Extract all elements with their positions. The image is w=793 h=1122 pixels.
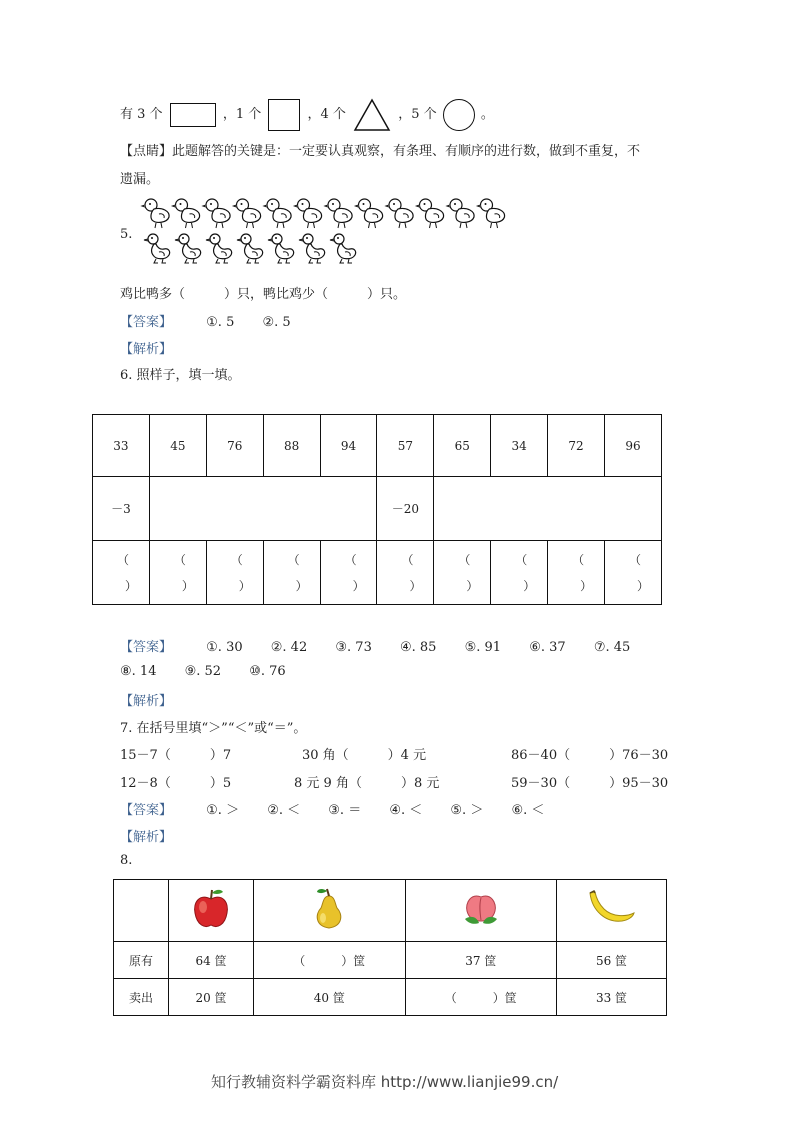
question-8-table [113, 879, 667, 1016]
fruit-cell [254, 880, 405, 942]
table-cell: 45 [149, 415, 206, 477]
answer-item: ⑤. 91 [464, 640, 502, 655]
comparison-item: 15－7（ ）7 [120, 748, 232, 763]
answer-item: ①. ＞ [206, 803, 240, 818]
table-cell: （ ）筐 [254, 942, 405, 979]
chicken-icon [386, 199, 413, 228]
comparison-item: 8 元 9 角（ ）8 元 [294, 776, 440, 791]
blank-answer-cell[interactable] [434, 541, 491, 605]
blank-close-paren: ） [295, 578, 308, 593]
blank-close-paren: ） [466, 578, 479, 593]
blank-open-paren: （ [629, 552, 642, 567]
answer-label: 【答案】 [120, 803, 173, 818]
shape-text-5: 。 [480, 107, 494, 122]
blank-open-paren: （ [515, 552, 528, 567]
table-cell: 37 筐 [405, 942, 556, 979]
fruit-cell [557, 880, 667, 942]
row-label: 原有 [114, 942, 169, 979]
chicken-icon [417, 199, 444, 228]
answer-item: ②. 42 [270, 640, 308, 655]
rectangle-shape [170, 103, 216, 127]
footer-watermark: 知行教辅资料学霸资料库 http://www.lianjie99.cn/ [211, 1073, 559, 1091]
row-label: 卖出 [114, 979, 169, 1016]
comparison-item: 30 角（ ）4 元 [302, 748, 427, 763]
chicken-row [142, 199, 505, 228]
duck-icon [268, 234, 294, 263]
answer-item: ①. 30 [206, 640, 243, 655]
answer-item: ⑤. ＞ [450, 803, 484, 818]
answer-item: ④. ＜ [389, 803, 423, 818]
answer-item: ③. 73 [335, 640, 372, 655]
shape-text-3: ，4 个 [307, 107, 346, 122]
tip-paragraph [120, 140, 640, 159]
fruit-cell [405, 880, 556, 942]
blank-open-paren: （ [458, 552, 471, 567]
empty-cell [149, 477, 377, 541]
chicken-icon [356, 199, 383, 228]
operation-cell: －20 [377, 477, 434, 541]
blank-open-paren: （ [572, 552, 585, 567]
blank-close-paren: ） [637, 578, 650, 593]
question-6-table [92, 414, 662, 605]
table-cell: 33 [93, 415, 150, 477]
blank-answer-cell[interactable] [149, 541, 206, 605]
duck-icon [330, 234, 356, 263]
square-shape [268, 99, 300, 131]
answer-item: ①. 5 [206, 315, 235, 330]
duck-icon [206, 234, 232, 263]
answer-item: ⑨. 52 [184, 664, 222, 679]
table-row-original [114, 942, 667, 979]
question-8-number: 8. [120, 853, 133, 868]
blank-close-paren: ） [580, 578, 593, 593]
chicken-icon [295, 199, 322, 228]
table-row-operations [93, 477, 662, 541]
blank-answer-cell[interactable] [93, 541, 150, 605]
blank-answer-cell[interactable] [605, 541, 662, 605]
blank-answer-cell[interactable] [548, 541, 605, 605]
blank-answer-cell[interactable] [377, 541, 434, 605]
blank-answer-cell[interactable] [263, 541, 320, 605]
table-cell: 76 [206, 415, 263, 477]
chickens-ducks-figure [140, 195, 520, 270]
chicken-icon [142, 199, 169, 228]
duck-icon [144, 234, 170, 263]
answer-item: ⑥. ＜ [511, 803, 545, 818]
question-5-answer [120, 311, 315, 330]
question-6-answer [120, 636, 630, 655]
answer-item: ⑧. 14 [120, 664, 157, 679]
peach-icon [459, 889, 503, 929]
blank-open-paren: （ [344, 552, 357, 567]
answer-item: ⑥. 37 [529, 640, 566, 655]
fruit-cell [169, 880, 254, 942]
table-cell: 33 筐 [557, 979, 667, 1016]
blank-open-paren: （ [117, 552, 130, 567]
banana-icon [586, 889, 638, 929]
chicken-icon [173, 199, 200, 228]
blank-answer-cell[interactable] [206, 541, 263, 605]
duck-icon [299, 234, 325, 263]
chicken-icon [325, 199, 352, 228]
answer-item: ④. 85 [399, 640, 437, 655]
blank-close-paren: ） [409, 578, 422, 593]
shape-text-4: ，5 个 [398, 107, 437, 122]
shape-text-2: ，1 个 [222, 107, 262, 122]
tip-text: 此题解答的关键是：一定要认真观察，有条理、有顺序的进行数，做到不重复，不 [172, 144, 641, 159]
chicken-icon [234, 199, 261, 228]
comparison-item: 12－8（ ）5 [120, 776, 232, 791]
answer-item: ⑦. 45 [593, 640, 631, 655]
chicken-icon [203, 199, 230, 228]
table-cell: 96 [605, 415, 662, 477]
answer-item: ⑩. 76 [249, 664, 286, 679]
table-row-sold [114, 979, 667, 1016]
triangle-shape [353, 98, 391, 132]
table-cell: 65 [434, 415, 491, 477]
question-6-title: 6. 照样子，填一填。 [120, 368, 241, 383]
tip-paragraph-cont: 遗漏。 [120, 172, 160, 187]
blank-open-paren: （ [287, 552, 300, 567]
table-cell: 56 筐 [557, 942, 667, 979]
table-cell: 57 [377, 415, 434, 477]
answer-item: ②. ＜ [267, 803, 301, 818]
table-row-blanks [93, 541, 662, 605]
tip-label: 【点睛】 [120, 144, 173, 159]
table-cell: 64 筐 [169, 942, 254, 979]
table-row-fruits [114, 880, 667, 942]
blank-open-paren: （ [401, 552, 414, 567]
blank-open-paren: （ [230, 552, 243, 567]
circle-shape [443, 99, 475, 131]
table-cell: 34 [491, 415, 548, 477]
comparison-item: 86－40（ ）76－30 [511, 748, 669, 763]
pear-icon [309, 886, 349, 932]
duck-icon [175, 234, 201, 263]
empty-cell [434, 477, 662, 541]
blank-answer-cell[interactable] [491, 541, 548, 605]
corner-cell [114, 880, 169, 942]
table-cell: 40 筐 [254, 979, 405, 1016]
answer-label: 【答案】 [120, 640, 173, 655]
question-6-answer-cont [120, 664, 310, 679]
blank-close-paren: ） [523, 578, 536, 593]
table-cell: 88 [263, 415, 320, 477]
answer-item: ③. ＝ [328, 803, 362, 818]
duck-icon [237, 234, 263, 263]
blank-close-paren: ） [125, 578, 138, 593]
table-row-numbers [93, 415, 662, 477]
table-cell: 72 [548, 415, 605, 477]
answer-item: ②. 5 [262, 315, 291, 330]
duck-row [144, 234, 356, 263]
shape-count-line [120, 97, 494, 133]
shape-text-1: 有 3 个 [120, 107, 163, 122]
question-7-analysis: 【解析】 [120, 830, 173, 845]
blank-close-paren: ） [352, 578, 365, 593]
answer-label: 【答案】 [120, 315, 173, 330]
question-7-title: 7. 在括号里填“＞”“＜”或“＝”。 [120, 721, 307, 736]
apple-icon [191, 887, 231, 931]
blank-close-paren: ） [238, 578, 251, 593]
question-6-analysis: 【解析】 [120, 694, 173, 709]
operation-cell: －3 [93, 477, 150, 541]
blank-answer-cell[interactable] [320, 541, 377, 605]
chicken-icon [447, 199, 474, 228]
table-cell: 20 筐 [169, 979, 254, 1016]
table-cell: 94 [320, 415, 377, 477]
table-cell: （ ）筐 [405, 979, 556, 1016]
comparison-item: 59－30（ ）95－30 [511, 776, 669, 791]
question-5-text: 鸡比鸭多（ ）只，鸭比鸡少（ ）只。 [120, 287, 407, 302]
question-5-analysis: 【解析】 [120, 342, 173, 357]
chicken-icon [264, 199, 291, 228]
blank-open-paren: （ [173, 552, 186, 567]
blank-close-paren: ） [181, 578, 194, 593]
question-5-number: 5. [120, 227, 133, 242]
chicken-icon [478, 199, 505, 228]
question-7-answer [120, 799, 568, 818]
